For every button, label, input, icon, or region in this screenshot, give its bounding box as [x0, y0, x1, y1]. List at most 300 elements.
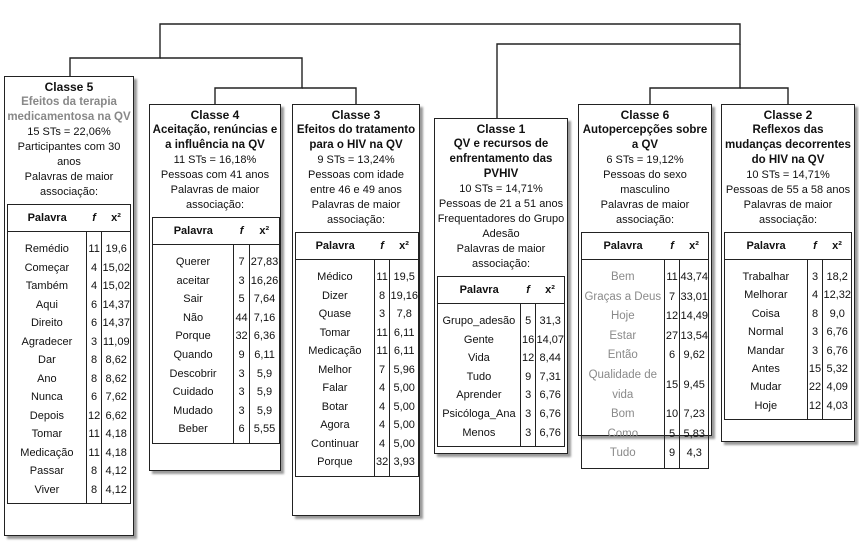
- word-cell: Porque: [175, 330, 211, 343]
- table-row: [296, 435, 419, 454]
- table-header-row: [438, 277, 565, 304]
- header-chi: x²: [680, 233, 709, 260]
- word-cell: Mudar: [750, 381, 782, 394]
- word-cell: Falar: [322, 382, 348, 394]
- frequency-cell: 5: [664, 425, 680, 445]
- frequency-cell: 12: [807, 397, 823, 420]
- chi-square-cell: 14,07: [536, 333, 564, 346]
- table-row: [8, 351, 131, 370]
- frequency-cell: 9: [520, 368, 536, 387]
- table-row: [153, 383, 280, 402]
- header-chi: x²: [823, 233, 852, 260]
- table-row: [725, 323, 852, 341]
- class-name: Classe 2: [763, 108, 813, 122]
- header-palavra: Palavra: [438, 277, 521, 304]
- chi-square-cell: 11,09: [102, 335, 130, 348]
- class-info: Pessoas de 21 a 51 anos: [438, 198, 564, 210]
- frequency-cell: 6: [86, 314, 102, 333]
- frequency-cell: 4: [86, 277, 102, 296]
- word-cell: Coisa: [751, 307, 780, 320]
- class-6-box: [578, 104, 712, 460]
- table-row: [8, 481, 131, 504]
- word-table: [7, 204, 131, 504]
- root-branch: [160, 24, 740, 32]
- class-info: Palavras de maior associação:: [311, 199, 401, 226]
- frequency-cell: 4: [374, 435, 390, 454]
- chi-square-cell: 4,12: [105, 483, 127, 496]
- word-cell: Gente: [463, 333, 494, 346]
- frequency-cell: 4: [374, 398, 390, 417]
- table-row: [153, 309, 280, 328]
- left-sub-branch: [160, 58, 302, 104]
- chi-square-cell: 6,76: [826, 326, 848, 339]
- word-cell: Nunca: [30, 391, 63, 403]
- word-cell: Tomar: [31, 428, 63, 440]
- frequency-cell: 3: [520, 405, 536, 424]
- class-sts: 11 STs = 16,18%: [173, 154, 257, 166]
- chi-square-cell: 19,6: [105, 243, 127, 255]
- chi-square-cell: 5,00: [393, 419, 415, 431]
- word-cell: Agradecer: [21, 335, 73, 348]
- table-row: [725, 286, 852, 304]
- chi-square-cell: 5,96: [393, 363, 415, 376]
- table-row: [438, 405, 565, 424]
- table-row: [296, 287, 419, 306]
- header-chi: x²: [390, 233, 419, 260]
- table-row: [296, 416, 419, 435]
- table-row: [296, 453, 419, 476]
- class-sts: 9 STs = 13,24%: [317, 154, 395, 166]
- frequency-cell: 7: [234, 245, 250, 272]
- chi-square-cell: 5,9: [256, 404, 273, 417]
- table-row: [296, 361, 419, 380]
- header-chi: x²: [102, 205, 131, 232]
- table-row: [8, 462, 131, 481]
- class-title: Aceitação, renúncias e a influência na QV: [152, 124, 278, 151]
- left-branch: [70, 32, 160, 77]
- word-cell: Viver: [34, 483, 60, 496]
- class-name: Classe 4: [190, 108, 240, 122]
- chi-square-cell: 6,11: [393, 345, 415, 357]
- word-cell: Grupo_adesão: [442, 315, 516, 327]
- chi-square-cell: 4,3: [686, 447, 702, 460]
- chi-square-cell: 5,83: [683, 427, 705, 440]
- word-cell: Estar: [609, 329, 637, 342]
- chi-square-cell: 6,76: [539, 426, 561, 439]
- word-cell: Hoje: [610, 310, 635, 323]
- frequency-cell: 4: [374, 416, 390, 435]
- chi-square-cell: 14,49: [680, 310, 708, 323]
- table-row: [153, 272, 280, 291]
- chi-square-cell: 15,02: [102, 261, 130, 274]
- class-name: Classe 6: [620, 108, 670, 122]
- table-row: [725, 342, 852, 360]
- header-f: f: [520, 277, 536, 304]
- word-cell: Também: [25, 280, 68, 292]
- chi-square-cell: 13,54: [680, 329, 708, 342]
- chi-square-cell: 5,32: [826, 363, 848, 376]
- table-row: [582, 405, 709, 425]
- class-sts: 10 STs = 14,71%: [746, 169, 830, 181]
- chi-square-cell: 5,9: [256, 367, 273, 380]
- table-row: [8, 232, 131, 259]
- chi-square-cell: 5,9: [256, 386, 273, 399]
- word-cell: Vida: [467, 352, 490, 365]
- frequency-cell: 8: [86, 481, 102, 504]
- table-row: [153, 365, 280, 384]
- class-info: Pessoas de 55 a 58 anos: [725, 184, 851, 196]
- frequency-cell: 11: [86, 444, 102, 463]
- word-cell: Hoje: [754, 399, 778, 412]
- frequency-cell: 9: [234, 346, 250, 365]
- frequency-cell: 12: [664, 307, 680, 327]
- word-cell: aceitar: [176, 274, 210, 287]
- class-name: Classe 5: [44, 80, 94, 94]
- frequency-cell: 6: [234, 420, 250, 443]
- frequency-cell: 7: [374, 361, 390, 380]
- chi-square-cell: 18,2: [826, 271, 848, 283]
- header-f: f: [374, 233, 390, 260]
- chi-square-cell: 6,76: [826, 344, 848, 357]
- table-row: [725, 260, 852, 287]
- chi-square-cell: 9,62: [683, 349, 705, 362]
- word-cell: Remédio: [24, 243, 69, 255]
- word-table: [437, 276, 565, 447]
- class-info: Participantes com 30 anos: [17, 141, 121, 168]
- chi-square-cell: 31,3: [539, 315, 561, 327]
- frequency-cell: 4: [807, 286, 823, 304]
- frequency-cell: 16: [520, 331, 536, 350]
- chi-square-cell: 4,03: [826, 399, 848, 412]
- word-cell: Ano: [37, 372, 57, 385]
- frequency-cell: 3: [520, 424, 536, 447]
- table-row: [153, 245, 280, 272]
- word-cell: Quando: [173, 348, 213, 361]
- word-cell: Dar: [38, 354, 56, 366]
- word-cell: Beber: [178, 423, 208, 436]
- frequency-cell: 3: [234, 402, 250, 421]
- chi-square-cell: 15,02: [102, 280, 130, 292]
- chi-square-cell: 6,11: [254, 348, 275, 361]
- chi-square-cell: 9,0: [829, 307, 845, 320]
- chi-square-cell: 5,00: [393, 382, 415, 394]
- table-header-row: [153, 218, 280, 245]
- chi-square-cell: 8,44: [539, 352, 561, 365]
- chi-square-cell: 7,64: [253, 293, 276, 306]
- frequency-cell: 15: [807, 360, 823, 378]
- frequency-cell: 12: [86, 407, 102, 426]
- class-2-box: [721, 104, 855, 442]
- frequency-cell: 10: [664, 405, 680, 425]
- class-title: QV e recursos de enfrentamento das PVHIV: [449, 138, 553, 180]
- class-5-box: [4, 76, 134, 536]
- table-row: [582, 260, 709, 288]
- table-row: [296, 260, 419, 287]
- word-table: [581, 232, 709, 469]
- table-row: [8, 370, 131, 389]
- word-cell: Menos: [462, 426, 496, 439]
- frequency-cell: 8: [86, 370, 102, 389]
- word-cell: Tudo: [466, 370, 492, 383]
- table-row: [8, 259, 131, 278]
- table-row: [296, 324, 419, 343]
- frequency-cell: 6: [86, 296, 102, 315]
- chi-square-cell: 33,01: [680, 290, 708, 303]
- header-chi: x²: [250, 218, 280, 245]
- frequency-cell: 8: [807, 305, 823, 323]
- word-cell: Depois: [29, 409, 65, 422]
- right-sub-branch: [650, 44, 740, 104]
- frequency-cell: 4: [86, 259, 102, 278]
- header-f: f: [234, 218, 250, 245]
- frequency-cell: 11: [374, 342, 390, 361]
- table-row: [438, 304, 565, 331]
- frequency-cell: 8: [86, 462, 102, 481]
- word-cell: Trabalhar: [742, 271, 790, 283]
- chi-square-cell: 5,00: [393, 437, 415, 450]
- table-row: [582, 444, 709, 468]
- table-row: [438, 368, 565, 387]
- frequency-cell: 3: [807, 323, 823, 341]
- class2-link: [740, 88, 788, 104]
- header-f: f: [807, 233, 823, 260]
- table-row: [582, 425, 709, 445]
- class-4-box: [149, 104, 281, 471]
- word-cell: Antes: [751, 363, 780, 376]
- frequency-cell: 44: [234, 309, 250, 328]
- word-cell: Bem: [610, 271, 635, 283]
- word-cell: Continuar: [311, 437, 359, 450]
- word-cell: Dizer: [322, 289, 348, 302]
- frequency-cell: 3: [807, 342, 823, 360]
- class-info: Pessoas com idade entre 46 e 49 anos: [308, 169, 404, 196]
- word-cell: Graças a Deus: [584, 290, 662, 303]
- word-cell: Então: [607, 349, 638, 362]
- table-row: [438, 331, 565, 350]
- word-table: [152, 217, 280, 444]
- class-1-box: [434, 118, 568, 454]
- chi-square-cell: 16,26: [250, 274, 279, 287]
- chi-square-cell: 4,09: [826, 381, 848, 394]
- chi-square-cell: 14,37: [102, 317, 130, 329]
- table-row: [8, 407, 131, 426]
- table-row: [8, 444, 131, 463]
- class-title: Autopercepções sobre a QV: [582, 124, 708, 151]
- chi-square-cell: 27,83: [250, 256, 279, 268]
- frequency-cell: 8: [86, 351, 102, 370]
- word-cell: Aprender: [456, 389, 502, 402]
- chi-square-cell: 9,45: [683, 378, 705, 391]
- word-cell: Medicação: [20, 446, 74, 459]
- class-name: Classe 3: [331, 108, 381, 122]
- class3-link: [302, 88, 356, 104]
- table-row: [8, 277, 131, 296]
- table-row: [582, 327, 709, 347]
- frequency-cell: 11: [86, 232, 102, 259]
- frequency-cell: 27: [664, 327, 680, 347]
- class-info: Pessoas do sexo masculino: [603, 169, 687, 196]
- word-cell: Qualidade de vida: [588, 368, 657, 401]
- chi-square-cell: 7,16: [253, 311, 276, 324]
- chi-square-cell: 7,8: [396, 308, 412, 320]
- chi-square-cell: 6,11: [393, 326, 415, 339]
- chi-square-cell: 5,55: [253, 423, 276, 436]
- word-cell: Melhorar: [744, 289, 788, 302]
- frequency-cell: 3: [234, 272, 250, 291]
- class-title: Efeitos do tratamento para o HIV na QV: [296, 124, 416, 151]
- chi-square-cell: 8,62: [105, 372, 127, 385]
- header-palavra: Palavra: [296, 233, 375, 260]
- chi-square-cell: 7,62: [105, 391, 127, 403]
- table-row: [725, 378, 852, 396]
- frequency-cell: 11: [374, 260, 390, 287]
- header-f: f: [86, 205, 102, 232]
- word-cell: Tudo: [609, 447, 636, 460]
- word-cell: Psicóloga_Ana: [442, 407, 516, 420]
- frequency-cell: 3: [807, 260, 823, 287]
- table-row: [153, 402, 280, 421]
- chi-square-cell: 12,32: [823, 289, 851, 302]
- chi-square-cell: 19,16: [390, 289, 418, 302]
- frequency-cell: 8: [374, 287, 390, 306]
- word-cell: Aqui: [35, 298, 58, 311]
- chi-square-cell: 6,36: [253, 330, 276, 343]
- class-info: Palavras de maior associação:: [170, 184, 260, 211]
- word-cell: Mudado: [173, 404, 213, 417]
- frequency-cell: 12: [520, 349, 536, 368]
- word-cell: Mandar: [747, 344, 785, 357]
- word-cell: Médico: [317, 271, 353, 283]
- header-chi: x²: [536, 277, 565, 304]
- table-row: [296, 305, 419, 324]
- table-row: [153, 290, 280, 309]
- class-sts: 6 STs = 19,12%: [606, 154, 684, 166]
- table-row: [8, 296, 131, 315]
- frequency-cell: 5: [234, 290, 250, 309]
- table-row: [153, 346, 280, 365]
- class-info: Frequentadores do Grupo Adesão: [437, 213, 565, 240]
- chi-square-cell: 7,23: [683, 408, 705, 421]
- class-info: Palavras de maior associação:: [600, 199, 690, 226]
- word-cell: Agora: [320, 419, 350, 431]
- frequency-cell: 3: [234, 365, 250, 384]
- word-table: [295, 232, 419, 477]
- table-row: [438, 424, 565, 447]
- frequency-cell: 32: [374, 453, 390, 476]
- frequency-cell: 3: [234, 383, 250, 402]
- frequency-cell: 32: [234, 327, 250, 346]
- header-palavra: Palavra: [582, 233, 665, 260]
- table-row: [725, 305, 852, 323]
- word-cell: Direito: [30, 317, 63, 329]
- word-cell: Botar: [321, 400, 349, 413]
- chi-square-cell: 7,31: [539, 370, 561, 383]
- word-cell: Melhor: [318, 363, 352, 376]
- frequency-cell: 11: [374, 324, 390, 343]
- chi-square-cell: 6,76: [539, 407, 561, 420]
- class-name: Classe 1: [476, 122, 526, 136]
- frequency-cell: 7: [664, 288, 680, 308]
- frequency-cell: 11: [664, 260, 680, 288]
- table-header-row: [582, 233, 709, 260]
- word-cell: Começar: [24, 261, 70, 274]
- chi-square-cell: 6,76: [539, 389, 561, 402]
- table-row: [8, 314, 131, 333]
- frequency-cell: 11: [86, 425, 102, 444]
- class-sts: 15 STs = 22,06%: [27, 126, 111, 138]
- table-row: [582, 307, 709, 327]
- chi-square-cell: 14,37: [102, 298, 130, 311]
- frequency-cell: 3: [86, 333, 102, 352]
- chi-square-cell: 8,62: [105, 354, 127, 366]
- table-row: [296, 379, 419, 398]
- table-row: [8, 333, 131, 352]
- table-row: [725, 360, 852, 378]
- table-row: [153, 420, 280, 443]
- class-info: Palavras de maior associação:: [456, 243, 546, 270]
- word-cell: Bom: [610, 408, 635, 421]
- chi-square-cell: 5,00: [393, 400, 415, 413]
- header-palavra: Palavra: [153, 218, 234, 245]
- frequency-cell: 6: [86, 388, 102, 407]
- frequency-cell: 6: [664, 346, 680, 366]
- table-row: [296, 398, 419, 417]
- word-cell: Normal: [748, 326, 784, 339]
- word-cell: Passar: [29, 465, 65, 477]
- chi-square-cell: 6,62: [105, 409, 127, 422]
- word-cell: Tomar: [319, 326, 351, 339]
- table-row: [582, 366, 709, 405]
- class-title: Efeitos da terapia medicamentosa na QV: [7, 96, 131, 123]
- word-cell: Cuidado: [172, 386, 214, 399]
- header-palavra: Palavra: [8, 205, 87, 232]
- header-palavra: Palavra: [725, 233, 808, 260]
- table-header-row: [296, 233, 419, 260]
- frequency-cell: 3: [520, 386, 536, 405]
- class-3-box: [292, 104, 420, 516]
- word-cell: Não: [182, 311, 204, 324]
- chi-square-cell: 4,18: [105, 428, 127, 440]
- header-f: f: [664, 233, 680, 260]
- word-cell: Como: [607, 427, 639, 440]
- chi-square-cell: 19,5: [393, 271, 415, 283]
- table-row: [438, 349, 565, 368]
- table-row: [296, 342, 419, 361]
- frequency-cell: 22: [807, 378, 823, 396]
- frequency-cell: 15: [664, 366, 680, 405]
- class-info: Palavras de maior associação:: [743, 199, 833, 226]
- table-header-row: [725, 233, 852, 260]
- word-cell: Quase: [318, 308, 352, 320]
- class-info: Pessoas com 41 anos: [160, 169, 270, 181]
- table-row: [582, 346, 709, 366]
- word-cell: Querer: [175, 256, 211, 268]
- frequency-cell: 5: [520, 304, 536, 331]
- chi-square-cell: 43,74: [680, 271, 708, 283]
- class-info: Palavras de maior associação:: [24, 171, 114, 198]
- chi-square-cell: 4,12: [105, 465, 127, 477]
- table-row: [582, 288, 709, 308]
- table-row: [438, 386, 565, 405]
- class-title: Reflexos das mudanças decorrentes do HIV na QV: [725, 124, 851, 166]
- word-cell: Medicação: [308, 345, 362, 357]
- table-header-row: [8, 205, 131, 232]
- word-cell: Descobrir: [169, 367, 217, 380]
- frequency-cell: 4: [374, 379, 390, 398]
- frequency-cell: 9: [664, 444, 680, 468]
- chi-square-cell: 4,18: [105, 446, 127, 459]
- table-row: [725, 397, 852, 420]
